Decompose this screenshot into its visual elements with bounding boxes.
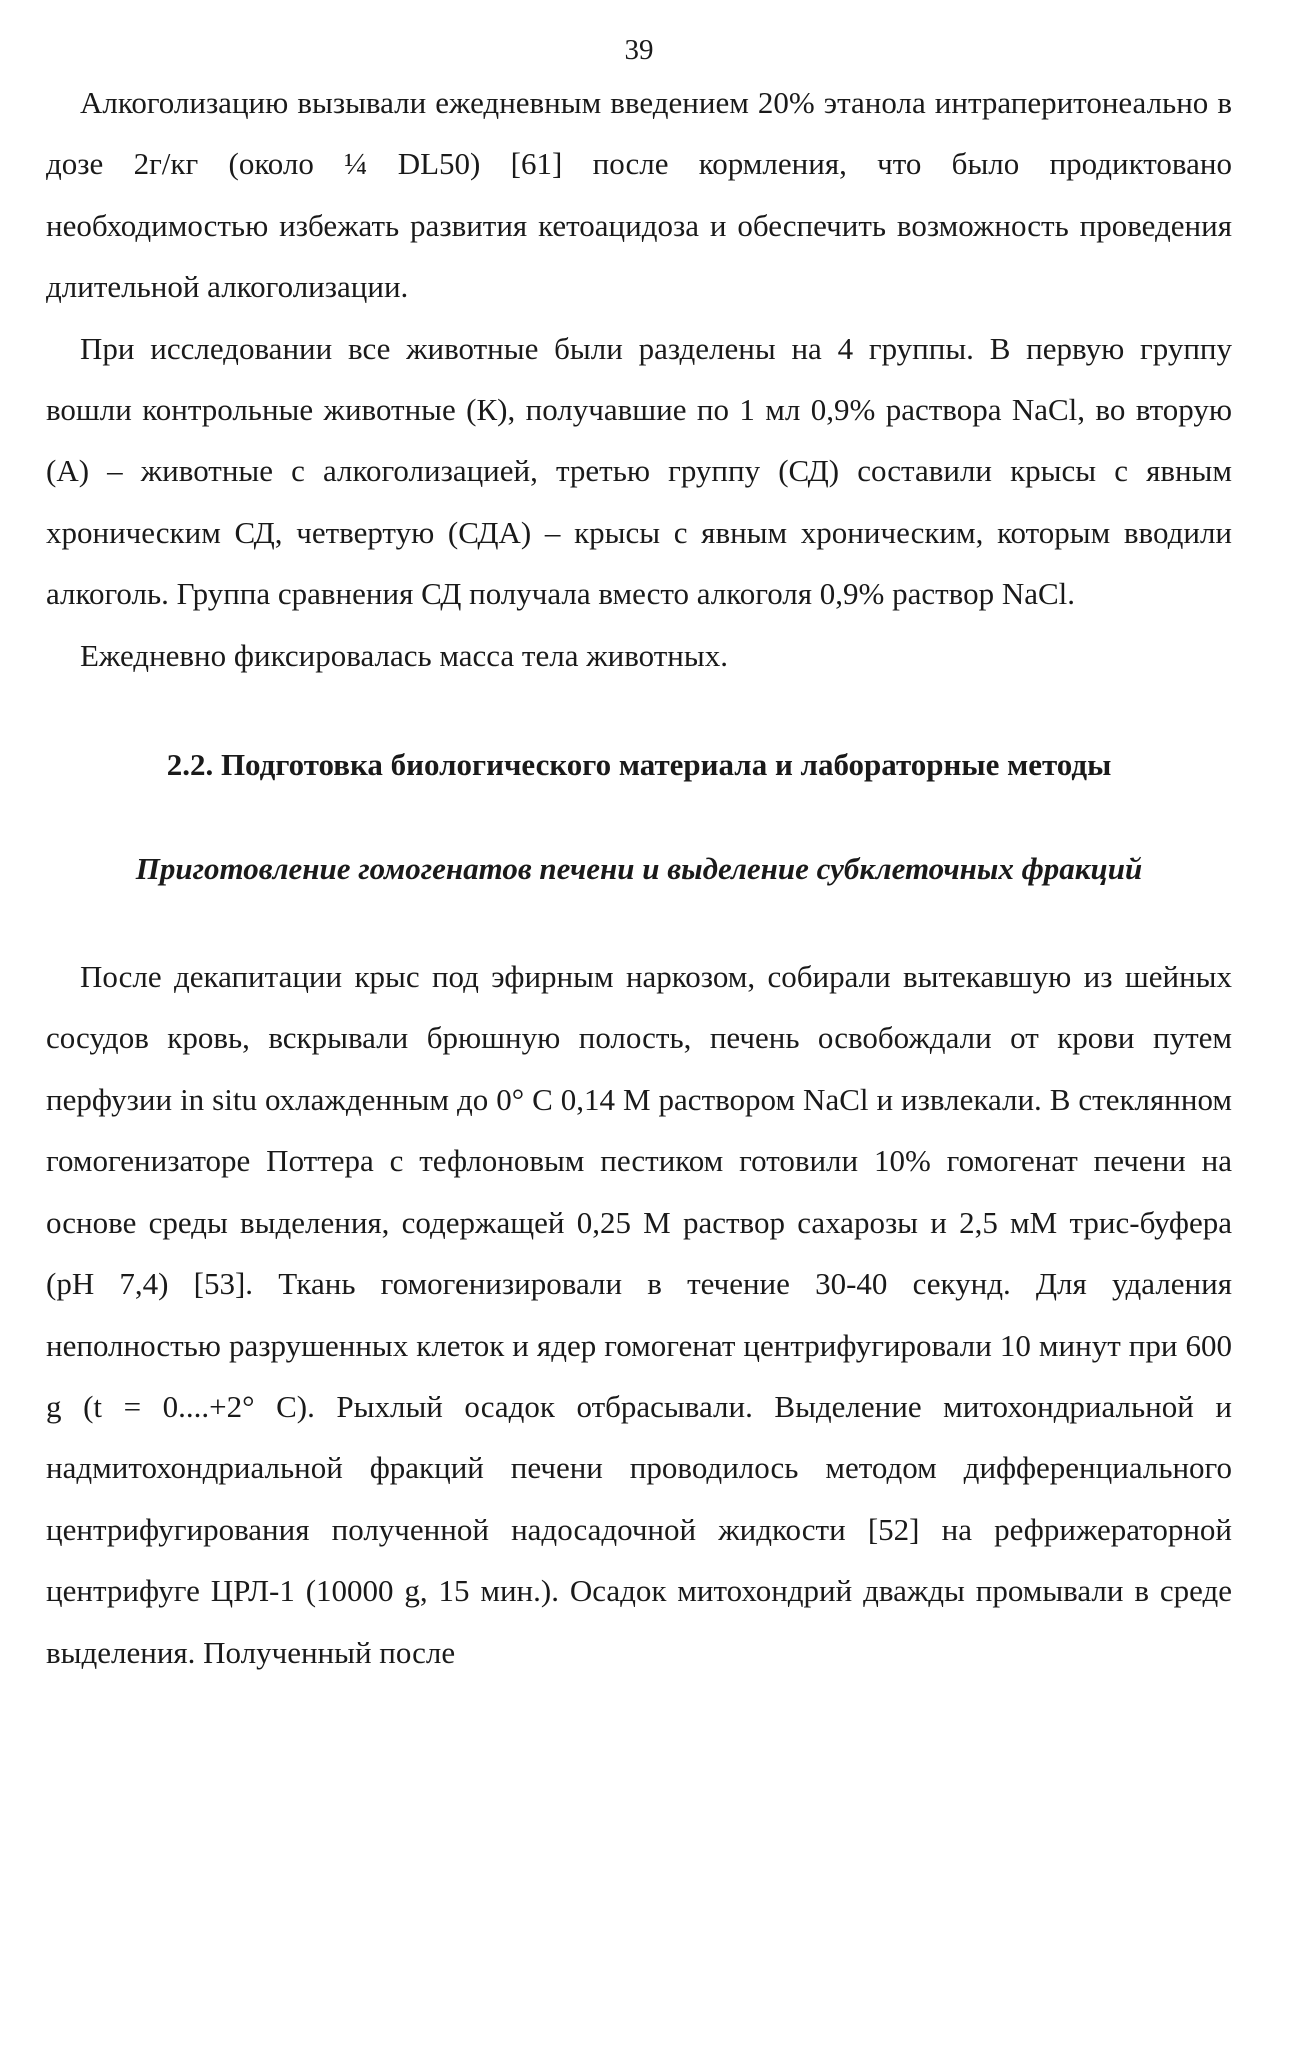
paragraph-homogenate-method: После декапитации крыс под эфирным наркозом, собирали вытекавшую из шейных сосудов кровь, вскрывали брюшную полость, печень освобождали от крови путем перфузии in situ охлажденным до 0° С 0,14 М раствором NaCl и извлекали. В стеклянном гомогенизаторе Поттера с тефлоновым пестиком готовили 10% гомогенат печени на основе среды выделения, содержащей 0,25 М раствор сахарозы и 2,5 мМ трис-буфера (рН 7,4) [53]. Ткань гомогенизировали в течение 30-40 секунд. Для удаления неполностью разрушенных клеток и ядер гомогенат центрифугировали 10 минут при 600 g (t = 0....+2° С). Рыхлый осадок отбрасывали. Выделение митохондриальной и надмитохондриальной фракций печени проводилось методом дифференциального центрифугирования полученной надосадочной жидкости [52] на рефрижераторной центрифуге ЦРЛ-1 (10000 g, 15 мин.). Осадок митохондрий дважды промывали в среде выделения. Полученный после	[46, 959, 1232, 1670]
document-page	[46, 30, 1232, 1683]
subsection-heading: Приготовление гомогенатов печени и выделение субклеточных фракций	[135, 851, 1143, 887]
page-number: 39	[624, 34, 654, 66]
paragraph-body-mass: Ежедневно фиксировалась масса тела животных.	[80, 637, 728, 673]
paragraph-alcoholization: Алкоголизацию вызывали ежедневным введением 20% этанола интраперитонеально в дозе 2г/кг (около ¼ DL50) [61] после кормления, что было продиктовано необходимостью избежать развития кетоацидоза и обеспечить возможность проведения длительной алкоголизации.	[46, 85, 1232, 305]
section-heading: 2.2. Подготовка биологического материала и лабораторные методы	[166, 747, 1112, 783]
paragraph-groups: При исследовании все животные были разделены на 4 группы. В первую группу вошли контрольные животные (К), получавшие по 1 мл 0,9% раствора NaCl, во вторую (А) – животные с алкоголизацией, третью группу (СД) составили крысы с явным хроническим СД, четвертую (СДА) – крысы с явным хроническим, которым вводили алкоголь. Группа сравнения СД получала вместо алкоголя 0,9% раствор NaCl.	[46, 330, 1232, 612]
